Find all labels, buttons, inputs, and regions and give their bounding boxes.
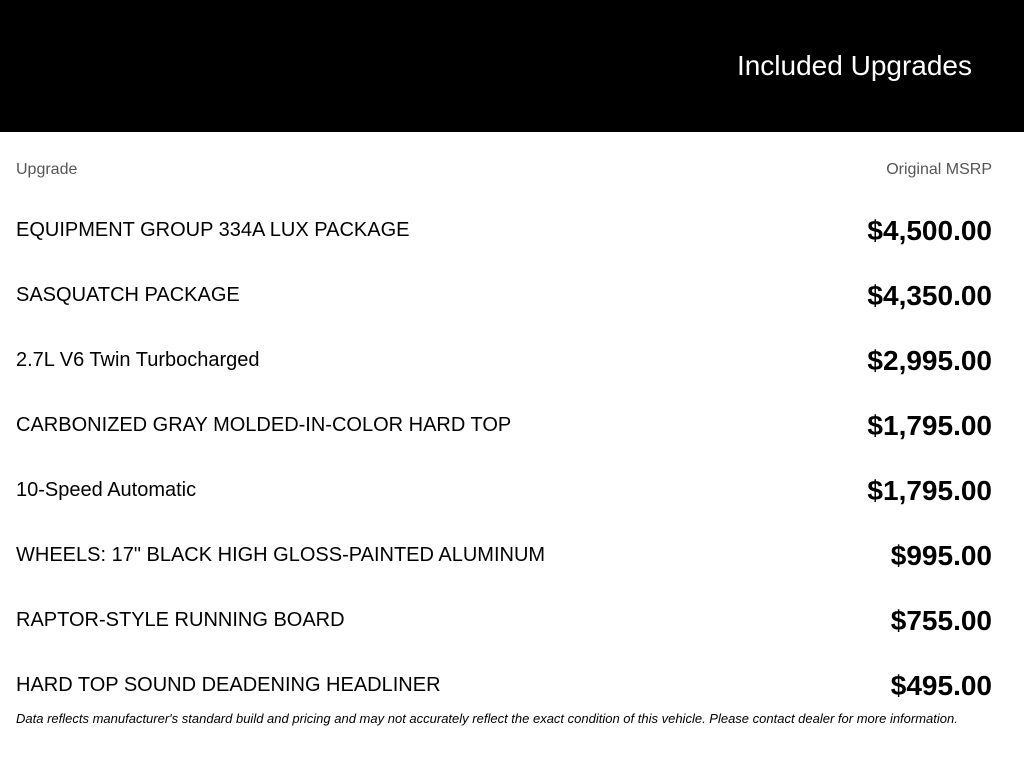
upgrade-price: $495.00 <box>890 669 992 701</box>
upgrade-price: $1,795.00 <box>867 409 992 441</box>
header-banner <box>0 0 1024 132</box>
table-row <box>16 198 992 263</box>
table-body <box>16 198 992 718</box>
table-row <box>16 393 992 458</box>
upgrade-name: EQUIPMENT GROUP 334A LUX PACKAGE <box>16 219 410 241</box>
disclaimer-text: Data reflects manufacturer's standard build and pricing and may not accurately reflect the exact condition of this vehicle. Please contact dealer for more information. <box>16 711 958 726</box>
upgrade-name: SASQUATCH PACKAGE <box>16 284 240 306</box>
table-row <box>16 328 992 393</box>
upgrade-name: CARBONIZED GRAY MOLDED-IN-COLOR HARD TOP <box>16 414 512 436</box>
upgrade-price: $4,500.00 <box>867 214 992 246</box>
upgrade-price: $2,995.00 <box>867 344 992 376</box>
upgrade-price: $1,795.00 <box>867 474 992 506</box>
upgrade-price: $4,350.00 <box>867 279 992 311</box>
upgrade-name: RAPTOR-STYLE RUNNING BOARD <box>16 609 345 631</box>
table-header-row <box>16 159 992 181</box>
column-header-upgrade: Upgrade <box>16 161 78 178</box>
upgrade-name: 2.7L V6 Twin Turbocharged <box>16 349 260 371</box>
table-row <box>16 588 992 653</box>
table-row <box>16 458 992 523</box>
column-header-msrp: Original MSRP <box>886 161 992 178</box>
upgrade-price: $755.00 <box>890 604 992 636</box>
table-row <box>16 653 992 718</box>
table-row <box>16 523 992 588</box>
upgrade-name: HARD TOP SOUND DEADENING HEADLINER <box>16 674 441 696</box>
upgrade-price: $995.00 <box>890 539 992 571</box>
upgrade-name: WHEELS: 17" BLACK HIGH GLOSS-PAINTED ALUMINUM <box>16 544 546 566</box>
table-row <box>16 263 992 328</box>
page-title: Included Upgrades <box>736 50 972 81</box>
upgrade-name: 10-Speed Automatic <box>16 479 197 501</box>
upgrades-table <box>16 159 992 718</box>
